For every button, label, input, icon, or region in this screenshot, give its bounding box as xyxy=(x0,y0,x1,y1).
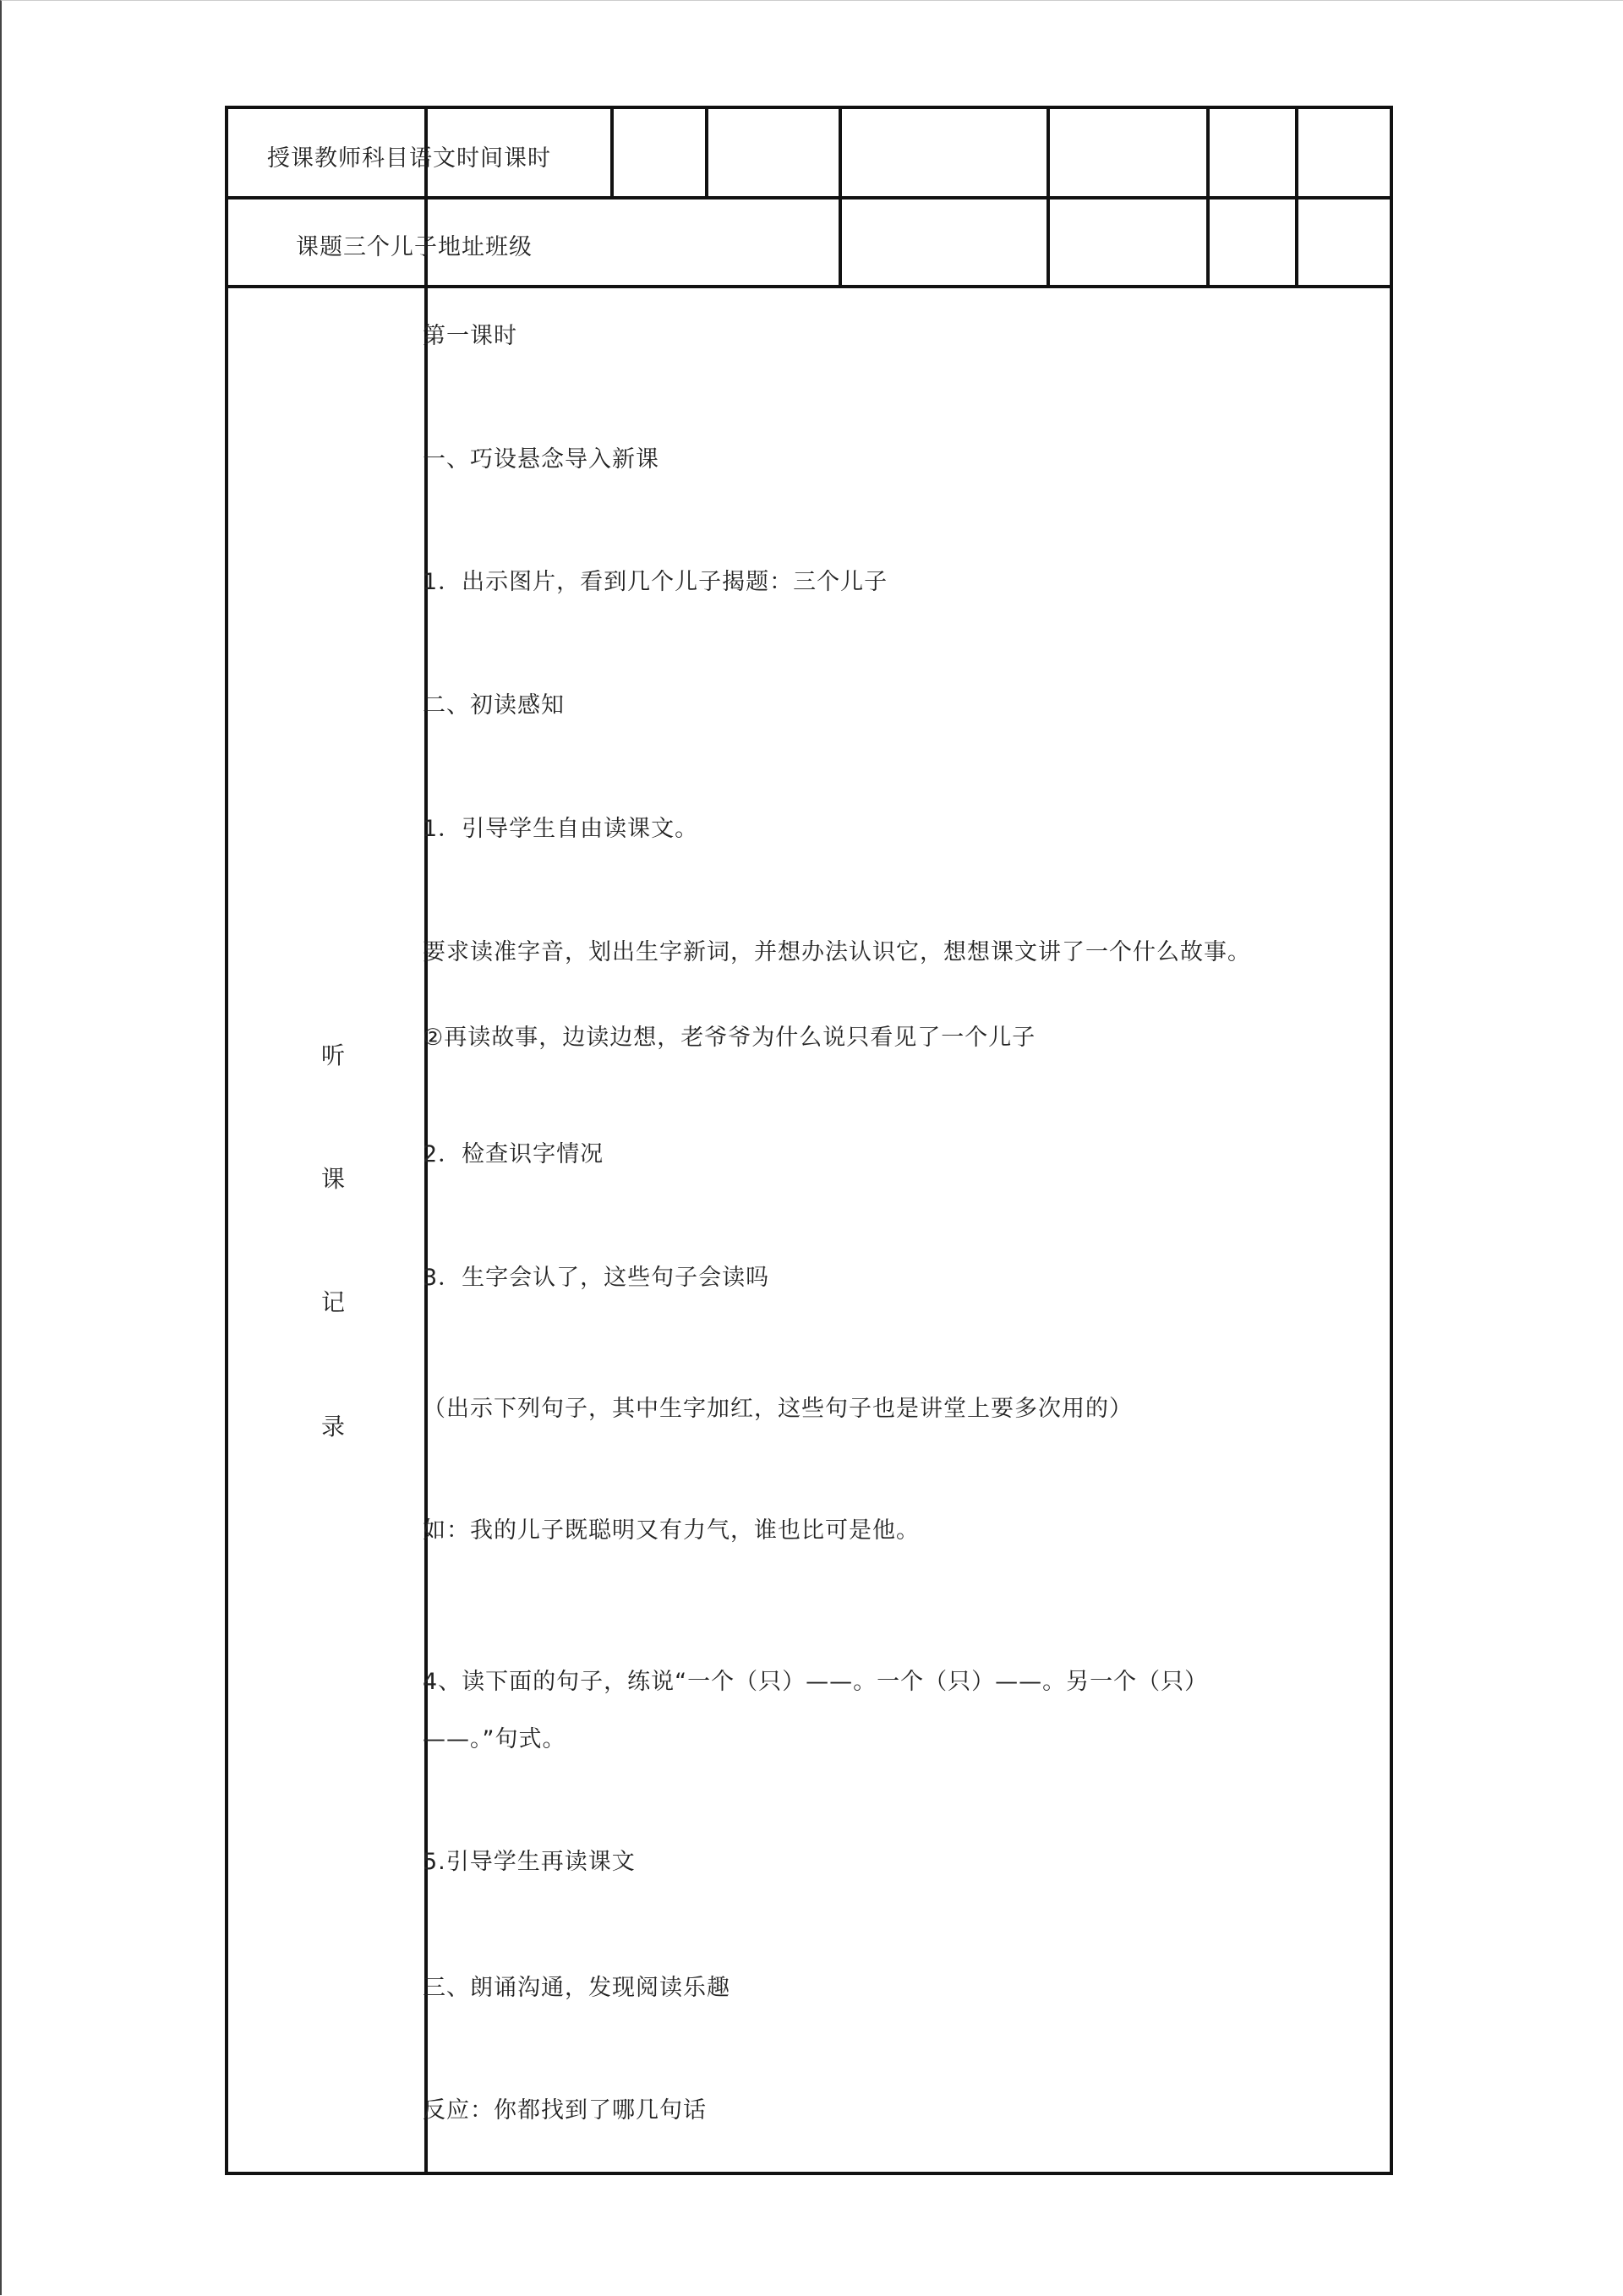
content-line: 1．引导学生自由读课文。 xyxy=(423,816,699,842)
record-label-char: 课 xyxy=(321,1165,346,1193)
content-line: 3．生字会认了，这些句子会读吗 xyxy=(423,1265,770,1291)
col-divider-d xyxy=(1046,109,1050,285)
col-divider-f xyxy=(1295,109,1298,285)
lesson-record-table xyxy=(225,106,1393,2175)
row1-col-divider-b xyxy=(705,109,708,196)
content-line: 第一课时 xyxy=(423,323,517,349)
content-line: 一、巧设悬念导入新课 xyxy=(423,446,659,473)
record-label-char: 记 xyxy=(321,1288,346,1316)
content-line: （出示下列句子，其中生字加红，这些句子也是讲堂上要多次用的） xyxy=(423,1396,1133,1422)
row-divider-1 xyxy=(228,196,1390,200)
col-divider-c xyxy=(839,109,842,285)
content-line: 三、朗诵沟通，发现阅读乐趣 xyxy=(423,1975,730,2001)
content-line: ——。”句式。 xyxy=(423,1726,566,1752)
content-line: 要求读准字音，划出生字新词，并想办法认识它，想想课文讲了一个什么故事。 xyxy=(423,939,1251,965)
content-line: 5.引导学生再读课文 xyxy=(423,1849,636,1875)
row-divider-2 xyxy=(228,285,1390,288)
col-divider-e xyxy=(1206,109,1210,285)
content-line: 4、读下面的句子，练说“一个（只）——。一个（只）——。另一个（只） xyxy=(423,1669,1209,1695)
header-row1-text: 授课教师科目语文时间课时 xyxy=(267,145,551,172)
header-row2-text: 课题三个儿子地址班级 xyxy=(296,234,533,260)
row1-col-divider-a xyxy=(610,109,614,196)
content-line: ②再读故事，边读边想，老爷爷为什么说只看见了一个儿子 xyxy=(423,1025,1036,1051)
content-line: 二、初读感知 xyxy=(423,692,565,719)
content-line: 2．检查识字情况 xyxy=(423,1141,604,1167)
record-label-char: 听 xyxy=(321,1041,346,1069)
record-label-char: 录 xyxy=(321,1413,346,1440)
content-line: 反应：你都找到了哪几句话 xyxy=(423,2097,707,2124)
content-line: 如：我的儿子既聪明又有力气，谁也比可是他。 xyxy=(423,1517,920,1544)
content-line: 1．出示图片，看到几个儿子揭题：三个儿子 xyxy=(423,569,888,595)
